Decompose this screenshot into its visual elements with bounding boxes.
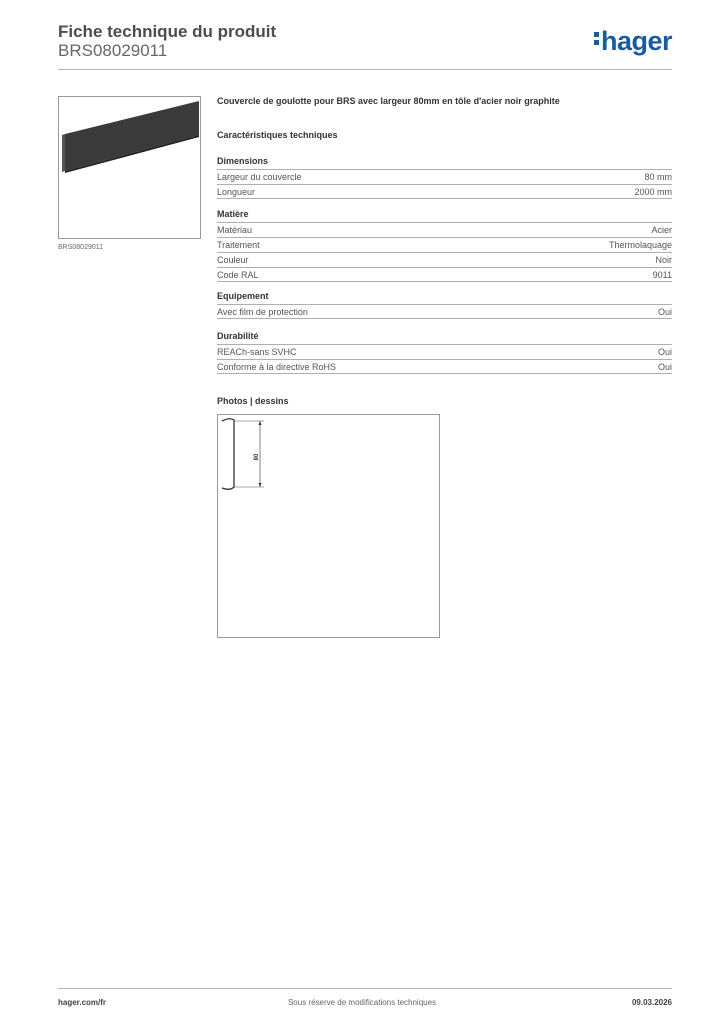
spec-row: [217, 344, 672, 359]
section-2: [217, 291, 672, 319]
spec-row: [217, 222, 672, 237]
spec-value: Oui: [657, 307, 672, 317]
spec-label: Longueur: [217, 187, 256, 197]
document-title: Fiche technique du produit: [58, 22, 277, 41]
hager-logo: [594, 26, 672, 57]
spec-label: Traitement: [217, 240, 260, 250]
profile-drawing: [218, 415, 439, 637]
product-reference: BRS08029011: [58, 41, 168, 60]
product-description: Couvercle de goulotte pour BRS avec largeur 80mm en tôle d'acier noir graphite: [217, 96, 560, 106]
logo-dots-icon: [594, 29, 599, 48]
product-image: [58, 96, 201, 239]
spec-row: [217, 304, 672, 319]
section-title: Durabilité: [217, 331, 259, 341]
footer-disclaimer: Sous réserve de modifications techniques: [287, 998, 437, 1007]
footer-date: 09.03.2026: [631, 998, 672, 1007]
section-1: [217, 209, 672, 282]
spec-label: Code RAL: [217, 270, 259, 280]
spec-row: [217, 267, 672, 282]
drawings-heading: Photos | dessins: [217, 396, 289, 406]
spec-label: Conforme à la directive RoHS: [217, 362, 337, 372]
footer-website: hager.com/fr: [58, 998, 107, 1007]
spec-value: Thermolaquage: [608, 240, 672, 250]
spec-row: [217, 359, 672, 374]
section-title: Equipement: [217, 291, 269, 301]
spec-row: [217, 184, 672, 199]
spec-value: 80 mm: [644, 172, 672, 182]
product-image-caption: BRS08029011: [58, 244, 104, 251]
cover-plate-illustration: [59, 97, 200, 238]
spec-label: Largeur du couvercle: [217, 172, 302, 182]
footer-divider: [58, 988, 672, 989]
technical-drawing: [217, 414, 440, 638]
spec-value: 2000 mm: [634, 187, 672, 197]
header-divider: [58, 69, 672, 70]
spec-value: Acier: [651, 225, 672, 235]
dimension-label: 80: [254, 453, 260, 461]
section-title: Matière: [217, 209, 249, 219]
spec-value: Oui: [657, 347, 672, 357]
characteristics-heading: Caractéristiques techniques: [217, 130, 338, 140]
spec-label: Matériau: [217, 225, 253, 235]
page-header: [58, 22, 672, 70]
spec-label: REACh-sans SVHC: [217, 347, 297, 357]
logo-text: hager: [600, 26, 672, 56]
spec-row: [217, 252, 672, 267]
section-0: [217, 156, 672, 199]
section-3: [217, 331, 672, 374]
spec-value: 9011: [652, 270, 672, 280]
spec-label: Couleur: [217, 255, 249, 265]
section-title: Dimensions: [217, 156, 269, 166]
spec-row: [217, 169, 672, 184]
spec-label: Avec film de protection: [217, 307, 308, 317]
spec-row: [217, 237, 672, 252]
spec-value: Oui: [657, 362, 672, 372]
spec-value: Noir: [655, 255, 672, 265]
